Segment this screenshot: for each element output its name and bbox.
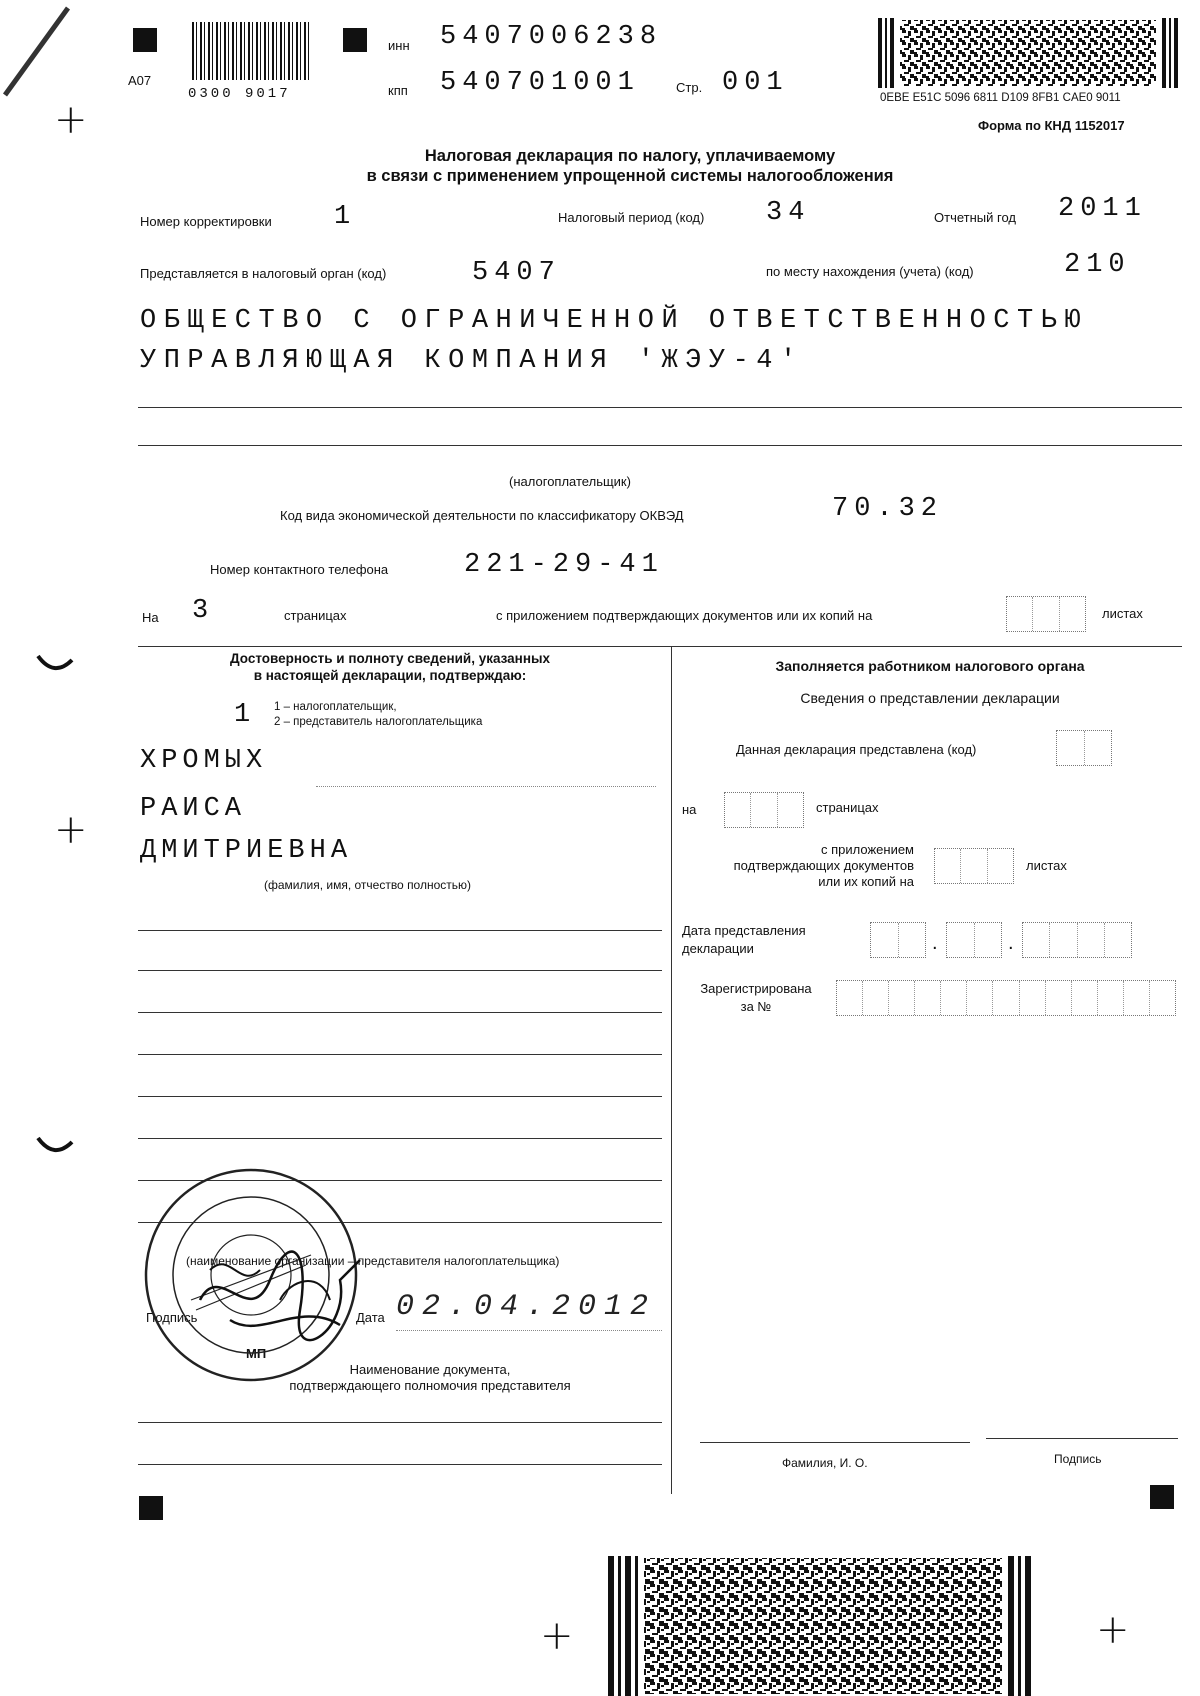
attach-label: с приложением подтверждающих документов или их копий на xyxy=(496,608,873,623)
org-name-underline xyxy=(138,407,1182,408)
location-value: 210 xyxy=(1064,250,1131,280)
rep-org-line xyxy=(138,1012,662,1013)
year-label: Отчетный год xyxy=(934,210,1016,225)
crosshair-icon-bottom-right: + xyxy=(1096,1607,1130,1653)
kpp-value: 540701001 xyxy=(440,68,640,98)
column-divider xyxy=(671,646,672,1494)
patronymic-value: ДМИТРИЕВНА xyxy=(140,836,353,866)
rep-org-line xyxy=(138,1138,662,1139)
alignment-marker-top-mid xyxy=(343,28,367,52)
alignment-marker-top-left xyxy=(133,28,157,52)
submit-date-line1: Дата представления xyxy=(682,923,806,938)
inspector-sheets-label: листах xyxy=(1026,858,1067,873)
okved-label: Код вида экономической деятельности по классификатору ОКВЭД xyxy=(280,508,684,523)
alignment-marker-bottom-left xyxy=(139,1496,163,1520)
name-value: РАИСА xyxy=(140,794,247,824)
okved-value: 70.32 xyxy=(832,494,944,524)
inspector-attach-line2: подтверждающих документов xyxy=(733,858,914,873)
inn-label: инн xyxy=(388,38,410,53)
attach-sheets-box[interactable] xyxy=(1006,596,1086,632)
crosshair-icon-top-left: + xyxy=(54,97,88,143)
surname-value: ХРОМЫХ xyxy=(140,746,268,776)
scan-artifact xyxy=(0,0,80,100)
registered-line1: Зарегистрирована xyxy=(700,981,812,996)
page-value: 001 xyxy=(722,68,789,98)
correction-label: Номер корректировки xyxy=(140,214,272,229)
document-title-line2: в связи с применением упрощенной системы налогообложения xyxy=(366,167,894,185)
period-value: 34 xyxy=(766,198,811,228)
rep-org-line xyxy=(138,1096,662,1097)
bottom-2d-barcode xyxy=(608,1556,1038,1696)
pages-value: 3 xyxy=(192,596,215,626)
on-label: на xyxy=(682,802,697,817)
inn-value: 5407006238 xyxy=(440,22,663,52)
year-value: 2011 xyxy=(1058,194,1147,224)
submit-date-year-box[interactable] xyxy=(1022,922,1132,958)
crosshair-icon-mid-left: + xyxy=(54,807,88,853)
inspector-pages-box[interactable] xyxy=(724,792,804,828)
date-separator: . xyxy=(1008,932,1014,954)
submitted-label: Данная декларация представлена (код) xyxy=(736,742,977,757)
barcode-number: 0300 9017 xyxy=(188,86,291,102)
signer-code: 1 xyxy=(234,700,257,730)
phone-value: 221-29-41 xyxy=(464,550,664,580)
form-knd: Форма по КНД 1152017 xyxy=(978,118,1125,133)
signer-options xyxy=(274,700,482,730)
inspector-heading: Заполняется работником налогового органа xyxy=(775,658,1085,674)
date-value: 02.04.2012 xyxy=(396,1290,657,1324)
phone-label: Номер контактного телефона xyxy=(210,562,389,577)
date-label: Дата xyxy=(356,1310,385,1325)
location-label: по месту нахождения (учета) (код) xyxy=(766,264,974,279)
rep-org-line xyxy=(138,930,662,931)
registered-caption xyxy=(682,980,830,1016)
confirm-heading xyxy=(150,650,630,684)
inspector-subheading: Сведения о представлении декларации xyxy=(800,690,1060,706)
submitted-code-box[interactable] xyxy=(1056,730,1112,766)
submit-date-line2: декларации xyxy=(682,941,754,956)
crosshair-icon-bottom-left: + xyxy=(540,1613,574,1659)
signer-option-1: 1 – налогоплательщик, xyxy=(274,701,397,713)
org-name-underline xyxy=(138,445,1182,446)
authority-label: Представляется в налоговый орган (код) xyxy=(140,266,387,281)
inspector-pages-label: страницах xyxy=(816,800,879,815)
hole-punch-mark xyxy=(36,650,76,680)
authority-value: 5407 xyxy=(472,258,561,288)
fio-caption: (фамилия, имя, отчество полностью) xyxy=(264,878,472,892)
pages-prefix: На xyxy=(142,610,159,625)
authority-doc-caption-line1: Наименование документа, xyxy=(349,1362,511,1377)
submit-date-caption xyxy=(682,922,806,958)
inspector-sign-caption: Подпись xyxy=(1054,1452,1102,1466)
top-right-2d-barcode xyxy=(878,18,1178,88)
alignment-marker-bottom-right xyxy=(1150,1485,1174,1509)
inspector-sign-line xyxy=(986,1438,1178,1439)
registration-number-box[interactable] xyxy=(836,980,1176,1016)
inspector-sheets-box[interactable] xyxy=(934,848,1014,884)
date-dots xyxy=(396,1330,662,1331)
hole-punch-mark xyxy=(36,1132,76,1162)
document-title-line1: Налоговая декларация по налогу, уплачиваемому xyxy=(424,147,836,165)
document-hash: 0EBE E51C 5096 6811 D109 8FB1 CAE0 9011 xyxy=(880,92,1121,104)
signer-option-2: 2 – представитель налогоплательщика xyxy=(274,716,483,728)
period-label: Налоговый период (код) xyxy=(558,210,705,225)
inspector-attach-line3: или их копий на xyxy=(818,874,914,889)
top-barcode xyxy=(192,22,312,80)
kpp-label: кпп xyxy=(388,83,408,98)
surname-dots xyxy=(316,786,656,787)
submit-date-day-box[interactable] xyxy=(870,922,926,958)
confirm-heading-line1: Достоверность и полноту сведений, указанных xyxy=(229,651,551,666)
taxpayer-caption: (налогоплательщик) xyxy=(509,474,631,489)
mp-label: МП xyxy=(246,1346,267,1361)
authority-doc-line xyxy=(138,1464,662,1465)
rep-org-caption: (наименование организации – представителя налогоплательщика) xyxy=(186,1254,560,1268)
authority-doc-line xyxy=(138,1422,662,1423)
rep-org-line xyxy=(138,970,662,971)
org-name-line2: УПРАВЛЯЮЩАЯ КОМПАНИЯ 'ЖЭУ-4' xyxy=(140,346,804,376)
page-label: Стр. xyxy=(676,80,703,95)
authority-doc-caption-line2: подтверждающего полномочия представителя xyxy=(289,1378,571,1393)
attach-suffix: листах xyxy=(1102,606,1143,621)
document-title xyxy=(250,146,1010,186)
form-code: A07 xyxy=(128,73,152,88)
section-divider xyxy=(138,646,1182,647)
date-separator: . xyxy=(932,932,938,954)
signature-label: Подпись xyxy=(146,1310,198,1325)
inspector-name-line xyxy=(700,1442,970,1443)
inspector-attach-caption xyxy=(680,842,914,890)
signature-scribble xyxy=(190,1240,380,1350)
submit-date-month-box[interactable] xyxy=(946,922,1002,958)
registered-line2: за № xyxy=(740,999,772,1014)
confirm-heading-line2: в настоящей декларации, подтверждаю: xyxy=(253,668,527,683)
pages-suffix: страницах xyxy=(284,608,347,623)
rep-org-line xyxy=(138,1054,662,1055)
org-name-line1: ОБЩЕСТВО С ОГРАНИЧЕННОЙ ОТВЕТСТВЕННОСТЬЮ xyxy=(140,306,1089,336)
inspector-attach-line1: с приложением xyxy=(821,842,914,857)
inspector-fio-caption: Фамилия, И. О. xyxy=(782,1456,868,1470)
correction-value: 1 xyxy=(334,202,357,232)
